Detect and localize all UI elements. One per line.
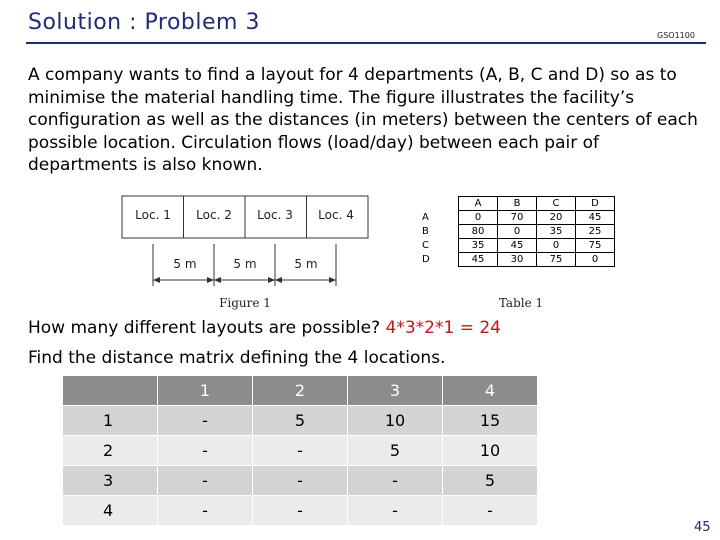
matrix-cell: 5 bbox=[348, 436, 443, 466]
location-1-label: Loc. 1 bbox=[135, 208, 171, 222]
row-header: B bbox=[418, 225, 459, 239]
flow-cell: 70 bbox=[498, 211, 537, 225]
corner-cell bbox=[418, 197, 459, 211]
matrix-col-header: 2 bbox=[253, 376, 348, 406]
matrix-cell: - bbox=[158, 436, 253, 466]
row-header: A bbox=[418, 211, 459, 225]
flow-cell: 0 bbox=[459, 211, 498, 225]
matrix-cell: - bbox=[158, 466, 253, 496]
matrix-cell: - bbox=[253, 436, 348, 466]
slide-title: Solution : Problem 3 bbox=[28, 10, 260, 35]
row-header: C bbox=[418, 239, 459, 253]
table-row bbox=[63, 466, 538, 496]
arrow-head bbox=[268, 277, 275, 283]
location-4-label: Loc. 4 bbox=[318, 208, 354, 222]
matrix-cell: 15 bbox=[443, 406, 538, 436]
flow-cell: 75 bbox=[537, 253, 576, 267]
matrix-cell: - bbox=[158, 496, 253, 526]
arrow-head bbox=[153, 277, 160, 283]
col-header: B bbox=[498, 197, 537, 211]
flow-cell: 80 bbox=[459, 225, 498, 239]
table-row bbox=[418, 211, 615, 225]
flow-cell: 0 bbox=[537, 239, 576, 253]
table-row bbox=[418, 253, 615, 267]
matrix-cell: 5 bbox=[443, 466, 538, 496]
course-code: GSO1100 bbox=[657, 31, 695, 40]
col-header: D bbox=[576, 197, 615, 211]
matrix-row-header: 4 bbox=[63, 496, 158, 526]
table-row bbox=[63, 436, 538, 466]
matrix-row-header: 3 bbox=[63, 466, 158, 496]
arrow-head bbox=[275, 277, 282, 283]
matrix-cell: - bbox=[253, 466, 348, 496]
page-number: 45 bbox=[694, 520, 711, 535]
arrow-head bbox=[214, 277, 221, 283]
matrix-col-header: 4 bbox=[443, 376, 538, 406]
distance-matrix bbox=[63, 376, 538, 526]
table-row bbox=[418, 239, 615, 253]
question-answer: 4*3*2*1 = 24 bbox=[385, 318, 501, 338]
flow-cell: 35 bbox=[537, 225, 576, 239]
matrix-cell: - bbox=[348, 496, 443, 526]
flow-cell: 30 bbox=[498, 253, 537, 267]
distance-label: 5 m bbox=[294, 257, 318, 271]
location-3-label: Loc. 3 bbox=[257, 208, 293, 222]
table-caption: Table 1 bbox=[498, 296, 544, 310]
matrix-header-row bbox=[63, 376, 538, 406]
flow-cell: 75 bbox=[576, 239, 615, 253]
matrix-cell: 10 bbox=[443, 436, 538, 466]
flow-cell: 0 bbox=[498, 225, 537, 239]
flow-cell: 0 bbox=[576, 253, 615, 267]
col-header: A bbox=[459, 197, 498, 211]
flow-cell: 20 bbox=[537, 211, 576, 225]
arrow-head bbox=[329, 277, 336, 283]
matrix-col-header: 1 bbox=[158, 376, 253, 406]
distance-label: 5 m bbox=[173, 257, 197, 271]
matrix-cell: - bbox=[348, 466, 443, 496]
matrix-row-header: 2 bbox=[63, 436, 158, 466]
matrix-col-header: 3 bbox=[348, 376, 443, 406]
flow-cell: 45 bbox=[576, 211, 615, 225]
flow-table bbox=[418, 196, 615, 267]
location-2-label: Loc. 2 bbox=[196, 208, 232, 222]
matrix-cell: - bbox=[253, 496, 348, 526]
find-instruction: Find the distance matrix defining the 4 locations. bbox=[28, 348, 446, 368]
problem-statement: A company wants to find a layout for 4 departments (A, B, C and D) so as to minimise the material handling time. The figure illustrates the facility’s configuration as well as the distances (in meters) between the centers of each possible location. Circulation flows (load/day) between each pair of departments is also known. bbox=[28, 65, 698, 175]
arrow-head bbox=[207, 277, 214, 283]
row-header: D bbox=[418, 253, 459, 267]
matrix-row-header: 1 bbox=[63, 406, 158, 436]
figure-caption: Figure 1 bbox=[219, 296, 271, 310]
table-row bbox=[63, 496, 538, 526]
question-text: How many different layouts are possible? bbox=[28, 318, 381, 338]
question-line bbox=[28, 318, 501, 338]
matrix-cell: - bbox=[158, 406, 253, 436]
matrix-cell: 10 bbox=[348, 406, 443, 436]
flow-cell: 25 bbox=[576, 225, 615, 239]
distance-label: 5 m bbox=[233, 257, 257, 271]
flow-cell: 45 bbox=[459, 253, 498, 267]
flow-cell: 35 bbox=[459, 239, 498, 253]
matrix-corner bbox=[63, 376, 158, 406]
matrix-cell: 5 bbox=[253, 406, 348, 436]
table-row bbox=[418, 225, 615, 239]
col-header: C bbox=[537, 197, 576, 211]
table-row bbox=[63, 406, 538, 436]
flow-cell: 45 bbox=[498, 239, 537, 253]
matrix-cell: - bbox=[443, 496, 538, 526]
